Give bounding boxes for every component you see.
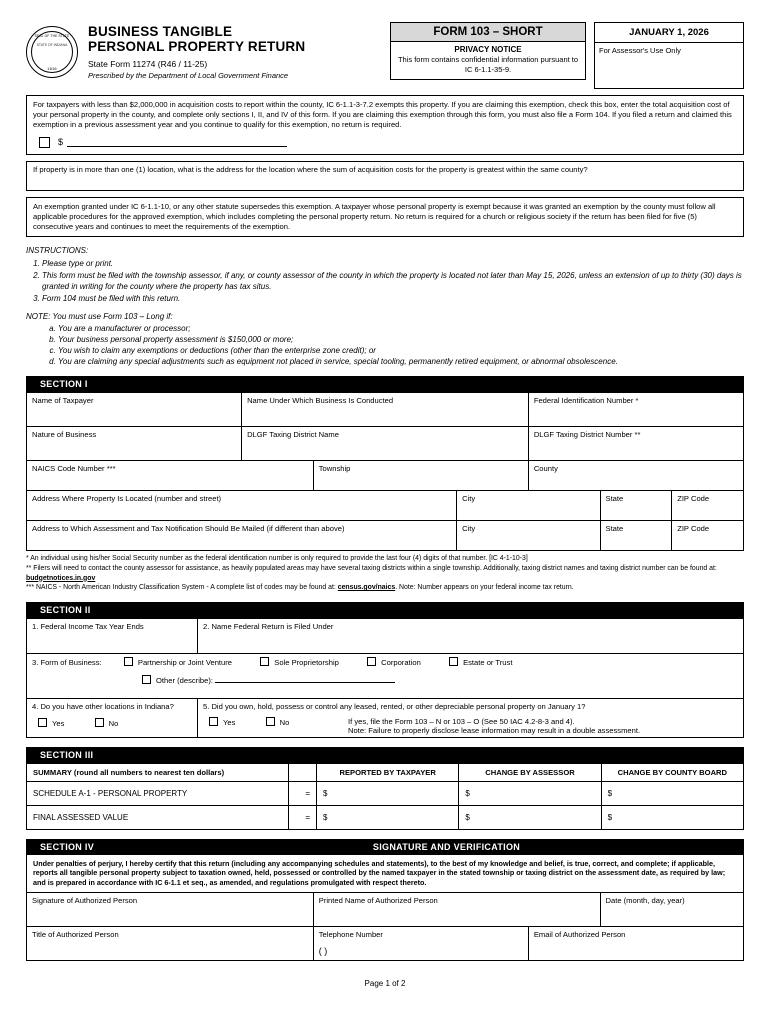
exemption-checkbox[interactable] bbox=[39, 137, 50, 148]
field-county[interactable]: County bbox=[528, 461, 743, 491]
cell-final-assessor[interactable]: $ bbox=[459, 805, 601, 829]
table-header-row bbox=[27, 763, 744, 781]
field-printed-name[interactable]: Printed Name of Authorized Person bbox=[313, 892, 600, 926]
note-item: b. Your business personal property assessment is $150,000 or more; bbox=[58, 334, 744, 345]
section-2-row-3 bbox=[26, 698, 744, 738]
other-locations-label: 4. Do you have other locations in Indiana? bbox=[32, 701, 174, 711]
row-eq-schedule-a1: = bbox=[289, 781, 317, 805]
field-property-address[interactable]: Address Where Property Is Located (number and street) bbox=[27, 491, 457, 521]
field-title-authorized[interactable]: Title of Authorized Person bbox=[27, 926, 314, 960]
leased-note-1: If yes, file the Form 103 – N or 103 – O (See 50 IAC 4.2-8-3 and 4). bbox=[348, 716, 575, 726]
section-1-footnotes bbox=[26, 554, 744, 592]
row-eq-final-assessed: = bbox=[289, 805, 317, 829]
telephone-value: ( ) bbox=[318, 945, 328, 956]
form-of-business-label: 3. Form of Business: bbox=[32, 657, 102, 667]
state-seal-icon bbox=[26, 26, 78, 78]
field-email[interactable]: Email of Authorized Person bbox=[528, 926, 743, 960]
field-zip-2[interactable]: ZIP Code bbox=[672, 521, 744, 551]
leased-property-label: 5. Did you own, hold, possess or control any leased, rented, or other depreciable personal property on January 1? bbox=[203, 701, 586, 711]
note-heading: NOTE: You must use Form 103 – Long if: bbox=[26, 312, 173, 322]
field-leased-property bbox=[197, 698, 744, 738]
field-business-name[interactable]: Name Under Which Business Is Conducted bbox=[242, 393, 529, 427]
note-item: d. You are claiming any special adjustments such as equipment not placed in service, special tooling, permanently retired equipment, or abnormal obsolescence. bbox=[58, 356, 744, 367]
field-date[interactable]: Date (month, day, year) bbox=[600, 892, 744, 926]
instructions-block bbox=[26, 245, 744, 304]
field-form-of-business bbox=[26, 653, 744, 699]
form-number: FORM 103 – SHORT bbox=[390, 22, 586, 42]
checkbox-partnership[interactable] bbox=[124, 657, 133, 666]
footnote-3-tail: . Note: Number appears on your federal income tax return. bbox=[395, 584, 574, 592]
instruction-item: 2. This form must be filed with the township assessor, if any, or county assessor of the county in which the property is located not later than May 15, 2026, unless an extension of up to thirty (30) days is granted in writing for the county where the property has tax situs. bbox=[42, 270, 744, 292]
form-title-line2: PERSONAL PROPERTY RETURN bbox=[88, 39, 306, 54]
instruction-item: 3. Form 104 must be filed with this return. bbox=[42, 293, 744, 304]
table-row bbox=[27, 781, 744, 805]
field-signature[interactable]: Signature of Authorized Person bbox=[27, 892, 314, 926]
field-city-1[interactable]: City bbox=[457, 491, 600, 521]
exemption-paragraph: For taxpayers with less than $2,000,000 in acquisition costs to report within the county, IC 6-1.1-3-7.2 exempts this property. If you are claiming this exemption, check this box, enter the total acquisition cost of your personal property in the county, and complete only sections I, II, and IV of this form. If you are claiming this exemption through this form, you must also file a Form 104. If you filed a return and claimed this exemption in a previous assessment year and you continue to qualify for this exemption, no return is required. bbox=[33, 100, 732, 130]
cell-a1-assessor[interactable]: $ bbox=[459, 781, 601, 805]
eq-header bbox=[289, 763, 317, 781]
table-row bbox=[27, 805, 744, 829]
leased-note-2: Note: Failure to properly disclose lease information may result in a double assessment. bbox=[348, 725, 641, 735]
prescribed-by: Prescribed by the Department of Local Government Finance bbox=[88, 71, 289, 80]
label-corporation: Corporation bbox=[381, 657, 421, 667]
date-box bbox=[594, 22, 744, 89]
seal-top-text: SEAL OF THE STATE bbox=[34, 33, 70, 38]
acquisition-cost-field[interactable] bbox=[58, 137, 287, 147]
seal-mid-text: STATE OF INDIANA bbox=[36, 43, 68, 47]
column-change-by-assessor: CHANGE BY ASSESSOR bbox=[459, 763, 601, 781]
assessor-use-only: For Assessor's Use Only bbox=[594, 43, 744, 89]
note-block bbox=[26, 311, 744, 367]
location-question: If property is in more than one (1) location, what is the address for the location where the sum of acquisition costs for the property is greatest within the same county? bbox=[33, 164, 588, 174]
dollar-symbol: $ bbox=[58, 137, 64, 147]
field-dlgf-district-number[interactable]: DLGF Taxing District Number ** bbox=[528, 427, 743, 461]
form-title-line1: BUSINESS TANGIBLE bbox=[88, 24, 233, 39]
field-mailing-address[interactable]: Address to Which Assessment and Tax Notification Should Be Mailed (if different than above) bbox=[27, 521, 457, 551]
location-question-box bbox=[26, 161, 744, 191]
cell-a1-taxpayer[interactable]: $ bbox=[317, 781, 459, 805]
footnote-3 bbox=[26, 583, 744, 593]
form-header bbox=[26, 22, 744, 89]
other-describe-input[interactable] bbox=[215, 674, 395, 683]
checkbox-leased-no[interactable] bbox=[266, 717, 275, 726]
exemption-box bbox=[26, 95, 744, 155]
label-no-q5: No bbox=[279, 717, 290, 727]
header-right bbox=[390, 22, 744, 89]
footnote-2-link[interactable]: budgetnotices.in.gov bbox=[26, 574, 96, 582]
label-estate-trust: Estate or Trust bbox=[463, 657, 513, 667]
section-4-title: SECTION IV bbox=[40, 841, 95, 852]
footnote-3-text: *** NAICS - North American Industry Classification System - A complete list of codes may be found at: bbox=[26, 584, 338, 592]
cell-final-county-board[interactable]: $ bbox=[601, 805, 743, 829]
field-township[interactable]: Township bbox=[313, 461, 528, 491]
field-state-2[interactable]: State bbox=[600, 521, 672, 551]
field-nature-of-business[interactable]: Nature of Business bbox=[27, 427, 242, 461]
section-2-row-1 bbox=[26, 618, 744, 654]
section-1-header: SECTION I bbox=[26, 376, 744, 392]
field-name-of-taxpayer[interactable]: Name of Taxpayer bbox=[27, 393, 242, 427]
footnote-2-text: ** Filers will need to contact the county assessor for assistance, as heavily populated areas may have several taxing districts within a single township. Additionally, taxing district names and taxing district number can be found at: bbox=[26, 565, 717, 573]
field-naics[interactable]: NAICS Code Number *** bbox=[27, 461, 314, 491]
note-list bbox=[26, 323, 744, 367]
instruction-item: 1. Please type or print. bbox=[42, 258, 744, 269]
checkbox-other[interactable] bbox=[142, 675, 151, 684]
instructions-list bbox=[26, 258, 744, 304]
field-federal-return-name[interactable]: 2. Name Federal Return is Filed Under bbox=[197, 618, 744, 654]
section-3-table bbox=[26, 763, 744, 830]
footnote-2 bbox=[26, 564, 744, 583]
field-federal-id[interactable]: Federal Identification Number * bbox=[528, 393, 743, 427]
field-city-2[interactable]: City bbox=[457, 521, 600, 551]
note-item: c. You wish to claim any exemptions or deductions (other than the enterprise zone credit); or bbox=[58, 345, 744, 356]
privacy-notice bbox=[390, 42, 586, 80]
supersede-box bbox=[26, 197, 744, 238]
form-number-box bbox=[390, 22, 586, 80]
row-label-schedule-a1: SCHEDULE A-1 - PERSONAL PROPERTY bbox=[27, 781, 289, 805]
summary-label: SUMMARY (round all numbers to nearest ten dollars) bbox=[27, 763, 289, 781]
field-other-locations bbox=[26, 698, 198, 738]
label-yes-q4: Yes bbox=[52, 718, 65, 728]
checkbox-other-locations-no[interactable] bbox=[95, 718, 104, 727]
cell-a1-county-board[interactable]: $ bbox=[601, 781, 743, 805]
checkbox-corporation[interactable] bbox=[367, 657, 376, 666]
row-label-final-assessed: FINAL ASSESSED VALUE bbox=[27, 805, 289, 829]
column-change-by-county-board: CHANGE BY COUNTY BOARD bbox=[601, 763, 743, 781]
supersede-paragraph: An exemption granted under IC 6-1.1-10, or any other statute supersedes this exemption. A taxpayer whose personal property is exempt because it was granted an exemption by the county must follow all applicable procedures for the approved exemption, which includes completing the personal property return. No return is required for a church or religious society if the return has been filed for five (5) consecutive years and continues to meet the requirements of the exemption. bbox=[33, 201, 716, 232]
checkbox-leased-yes[interactable] bbox=[209, 717, 218, 726]
section-3-header: SECTION III bbox=[26, 747, 744, 763]
label-no-q4: No bbox=[108, 718, 119, 728]
section-2-header: SECTION II bbox=[26, 602, 744, 618]
section-4-table bbox=[26, 892, 744, 961]
checkbox-other-locations-yes[interactable] bbox=[38, 718, 47, 727]
field-zip-1[interactable]: ZIP Code bbox=[672, 491, 744, 521]
section-4-header bbox=[26, 839, 744, 855]
field-telephone[interactable]: Telephone Number ( ) bbox=[313, 926, 528, 960]
label-other: Other (describe): bbox=[156, 675, 213, 685]
privacy-text: This form contains confidential information pursuant to IC 6-1.1-35-9. bbox=[397, 55, 579, 74]
signature-banner: SIGNATURE AND VERIFICATION bbox=[372, 841, 521, 852]
exemption-check-row bbox=[33, 137, 737, 148]
footnote-3-link[interactable]: census.gov/naics bbox=[337, 584, 396, 592]
note-item: a. You are a manufacturer or processor; bbox=[58, 323, 744, 334]
section-2-row-2 bbox=[26, 653, 744, 699]
section-1-table bbox=[26, 392, 744, 551]
page-footer: Page 1 of 2 bbox=[364, 978, 406, 988]
field-state-1[interactable]: State bbox=[600, 491, 672, 521]
label-yes-q5: Yes bbox=[223, 717, 236, 727]
perjury-statement: Under penalties of perjury, I hereby certify that this return (including any accompanying schedules and statements), to the best of my knowledge and belief, is true, correct, and complete; if applicable, reports all tangible personal property subject to taxation owned, held, possessed or controlled by the named taxpayer in the stated township or taxing district on the assessment date, as required by law; and is prepared in accordance with IC 6-1.1 et seq., as amended, and regulations promulgated with respect thereto. bbox=[26, 855, 744, 893]
state-form-number: State Form 11274 (R46 / 11-25) bbox=[88, 59, 208, 69]
label-partnership: Partnership or Joint Venture bbox=[137, 657, 233, 667]
column-reported-by-taxpayer: REPORTED BY TAXPAYER bbox=[317, 763, 459, 781]
assessment-date: JANUARY 1, 2026 bbox=[594, 22, 744, 43]
title-block bbox=[88, 22, 390, 80]
checkbox-estate-trust[interactable] bbox=[449, 657, 458, 666]
instructions-heading: INSTRUCTIONS: bbox=[26, 246, 89, 256]
privacy-title: PRIVACY NOTICE bbox=[454, 45, 522, 54]
cell-final-taxpayer[interactable]: $ bbox=[317, 805, 459, 829]
label-sole-proprietorship: Sole Proprietorship bbox=[274, 657, 339, 667]
field-dlgf-district-name[interactable]: DLGF Taxing District Name bbox=[242, 427, 529, 461]
footnote-1: * An individual using his/her Social Security number as the federal identification number is only required to provide the last four (4) digits of that number. [IC 4-1-10-3] bbox=[26, 555, 528, 563]
checkbox-sole-proprietorship[interactable] bbox=[260, 657, 269, 666]
seal-bottom-text: 1816 bbox=[47, 66, 57, 71]
field-tax-year-ends[interactable]: 1. Federal Income Tax Year Ends bbox=[26, 618, 198, 654]
